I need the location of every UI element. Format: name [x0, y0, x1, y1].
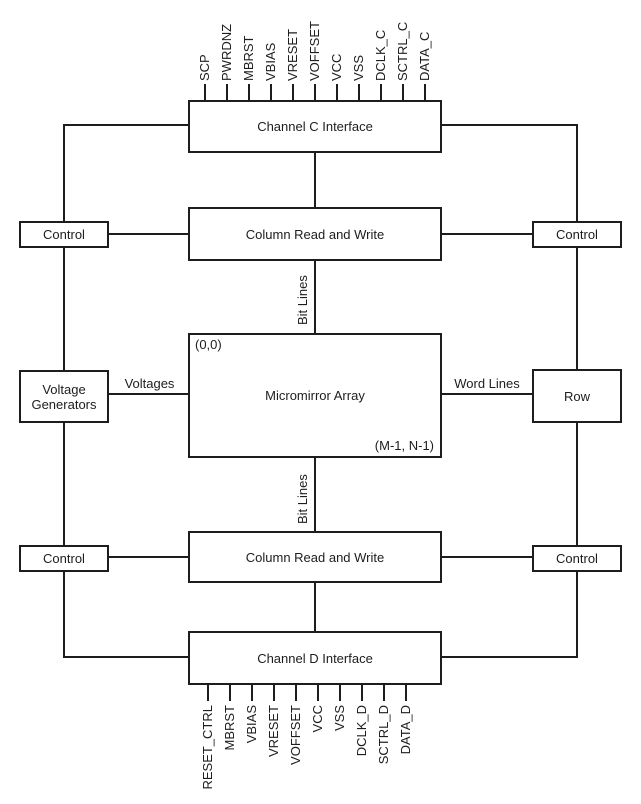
control-tr-connector: [442, 233, 532, 235]
pin-tick: [405, 684, 407, 701]
control-br-connector: [442, 556, 532, 558]
pin-label: DATA_D: [398, 705, 413, 755]
pin-tick: [358, 84, 360, 101]
channel-d-interface-label: Channel D Interface: [257, 650, 373, 666]
channel-c-left-connector: [63, 124, 190, 126]
control-bl-connector: [109, 556, 190, 558]
pin-tick: [229, 684, 231, 701]
channel-c-interface-label: Channel C Interface: [257, 119, 373, 134]
pin-tick: [295, 684, 297, 701]
column-to-channel-d-line: [314, 581, 316, 633]
pin-label: VOFFSET: [307, 21, 322, 81]
voltage-generators-box: [19, 370, 109, 423]
pin-label: VCC: [329, 53, 344, 81]
pin-label: SCP: [197, 54, 212, 81]
control-bottom-right-box: [532, 545, 622, 572]
row-box: [532, 369, 622, 423]
channel-d-right-connector: [442, 656, 578, 658]
array-max-index-label: (M-1, N-1): [374, 438, 434, 453]
row-label: Row: [563, 388, 590, 404]
word-lines-label: Word Lines: [454, 376, 520, 391]
channel-d-left-connector: [63, 656, 190, 658]
voltages-label: Voltages: [124, 376, 175, 391]
pin-label: MBRST: [241, 35, 256, 81]
micromirror-array-box: [188, 333, 442, 458]
control-bottom-left-box: [19, 545, 109, 572]
pin-label: PWRDNZ: [219, 23, 234, 81]
pin-tick: [361, 684, 363, 701]
control-top-right-box: [532, 221, 622, 248]
bit-lines-top-label: Bit Lines: [295, 275, 310, 325]
pin-label: VSS: [351, 54, 366, 81]
pin-label: DATA_C: [417, 31, 432, 81]
control-tl-connector: [109, 233, 190, 235]
pin-label: DCLK_C: [373, 29, 388, 81]
pin-label: VRESET: [266, 705, 281, 758]
channel-c-interface-box: [188, 100, 442, 153]
pin-tick: [317, 684, 319, 701]
pin-label: VOFFSET: [288, 705, 303, 765]
channel-c-right-connector: [442, 124, 578, 126]
pin-tick: [336, 84, 338, 101]
voltage-generators-label: Voltage Generators: [31, 381, 97, 412]
pin-tick: [380, 84, 382, 101]
pin-tick: [339, 684, 341, 701]
control-top-left-label: Control: [43, 227, 85, 242]
pin-label: MBRST: [222, 705, 237, 751]
column-read-write-top-box: [188, 207, 442, 261]
pin-tick: [204, 84, 206, 101]
pin-label: VBIAS: [244, 705, 259, 744]
pin-label: VSS: [332, 705, 347, 732]
pin-tick: [314, 84, 316, 101]
control-top-left-box: [19, 221, 109, 248]
pin-tick: [226, 84, 228, 101]
pin-label: RESET_CTRL: [200, 705, 215, 790]
bit-lines-top-line: [314, 259, 316, 335]
pin-tick: [273, 684, 275, 701]
pin-label: VCC: [310, 705, 325, 733]
channel-c-to-column-line: [314, 150, 316, 210]
pin-tick: [292, 84, 294, 101]
word-lines-connector: [442, 393, 532, 395]
array-origin-label: (0,0): [195, 337, 222, 352]
pin-label: DCLK_D: [354, 705, 369, 757]
pin-label: VBIAS: [263, 42, 278, 81]
channel-d-interface-box: [188, 631, 442, 685]
pin-tick: [270, 84, 272, 101]
column-read-write-bottom-box: [188, 531, 442, 583]
voltages-connector: [109, 393, 190, 395]
pin-label: SCTRL_D: [376, 705, 391, 765]
bit-lines-bottom-label: Bit Lines: [295, 474, 310, 524]
pin-tick: [251, 684, 253, 701]
pin-tick: [207, 684, 209, 701]
column-read-write-bottom-label: Column Read and Write: [245, 549, 385, 565]
pin-tick: [424, 84, 426, 101]
bit-lines-bottom-line: [314, 456, 316, 533]
control-bottom-left-label: Control: [43, 551, 85, 566]
micromirror-array-label: Micromirror Array: [265, 388, 365, 403]
control-bottom-right-label: Control: [556, 551, 598, 566]
pin-tick: [248, 84, 250, 101]
pin-label: SCTRL_C: [395, 21, 410, 81]
column-read-write-top-label: Column Read and Write: [245, 226, 385, 242]
pin-label: VRESET: [285, 28, 300, 81]
pin-tick: [383, 684, 385, 701]
pin-tick: [402, 84, 404, 101]
control-top-right-label: Control: [556, 227, 598, 242]
